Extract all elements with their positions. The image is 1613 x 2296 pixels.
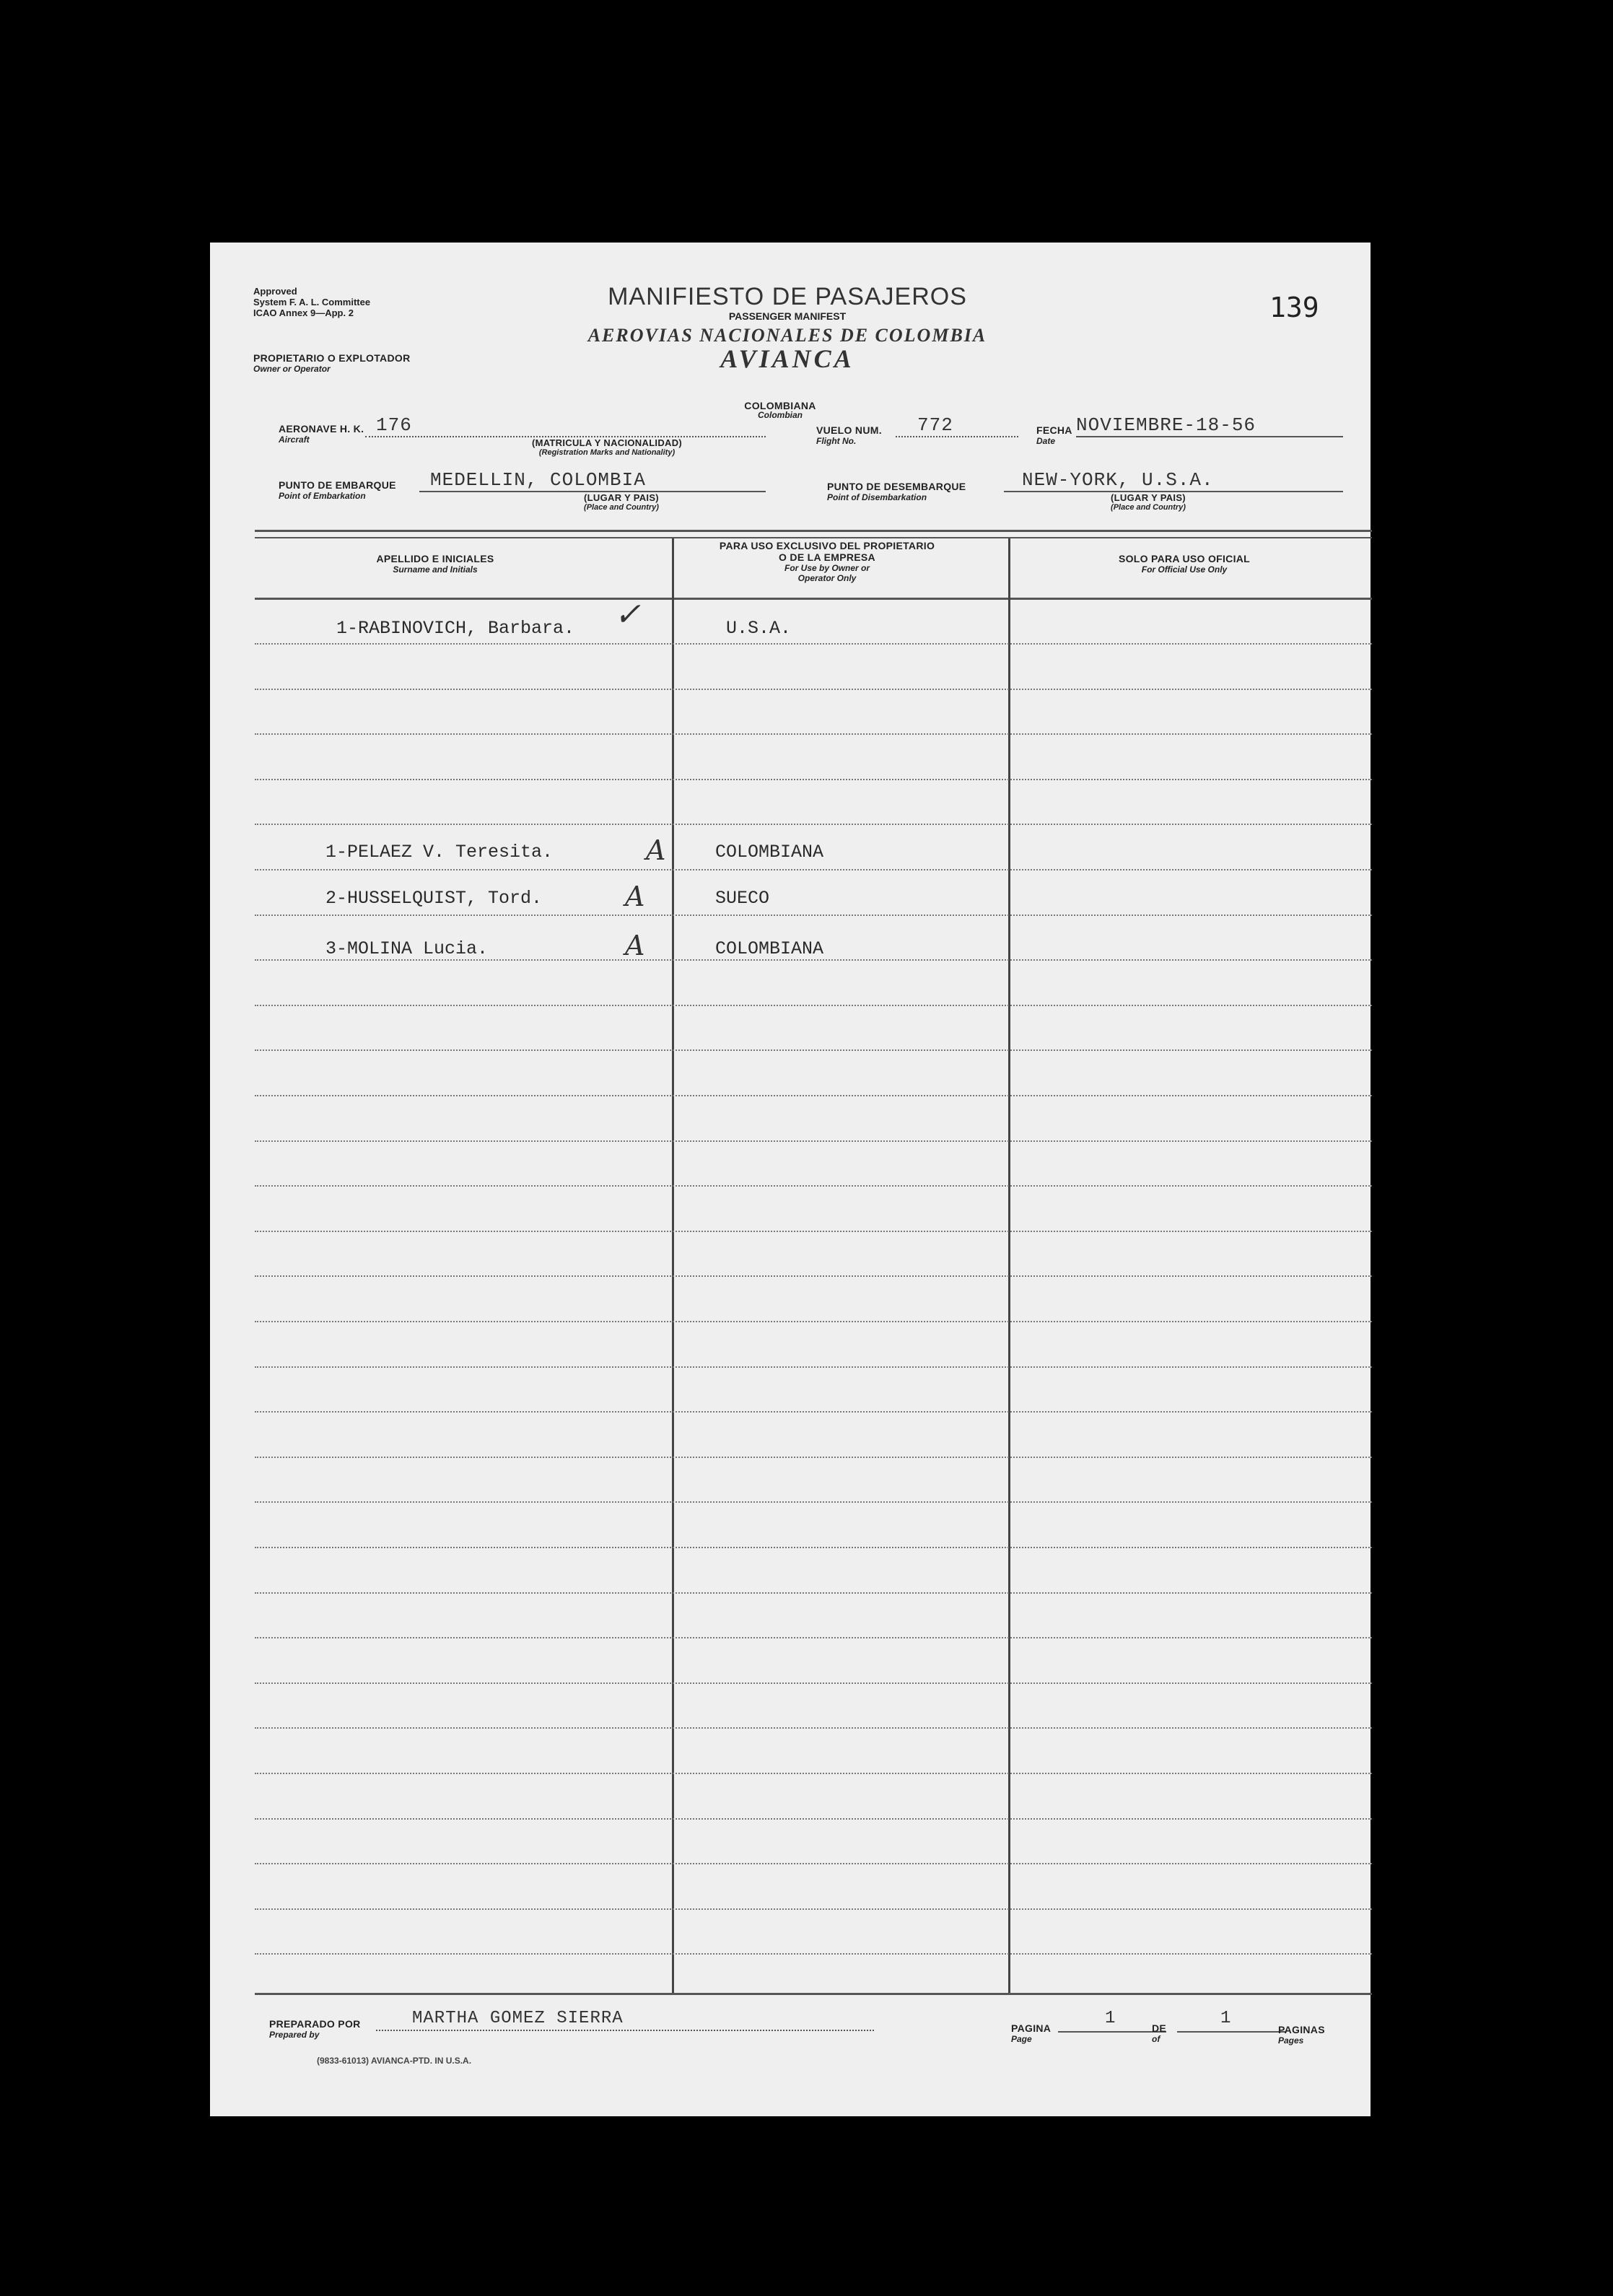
approval-line: Approved <box>253 286 297 297</box>
ruled-line <box>255 869 1372 870</box>
disembark-sub-block <box>1076 492 1220 512</box>
disembark-sub-en: (Place and Country) <box>1111 503 1186 512</box>
col-owner-label-1: PARA USO EXCLUSIVO DEL PROPIETARIO <box>719 540 935 551</box>
prepared-label: PREPARADO POR <box>269 2018 361 2030</box>
ruled-line <box>255 643 1372 645</box>
passenger-nationality: U.S.A. <box>726 618 792 639</box>
de-label: DE <box>1152 2022 1167 2034</box>
table-top-rule <box>255 530 1372 532</box>
disembark-label-en: Point of Disembarkation <box>827 492 927 502</box>
print-code: (9833-61013) AVIANCA-PTD. IN U.S.A. <box>317 2056 472 2066</box>
total-pages-value: 1 <box>1220 2009 1232 2028</box>
handwritten-mark: A <box>625 930 645 961</box>
pagina-label: PAGINA <box>1011 2022 1052 2034</box>
title-block <box>556 283 1018 371</box>
col-owner-label-2: O DE LA EMPRESA <box>779 551 875 563</box>
pagina-label-en: Page <box>1011 2034 1032 2044</box>
airline-brand: AVIANCA <box>720 344 854 373</box>
ruled-line <box>255 1140 1372 1142</box>
table-top-rule-2 <box>255 537 1372 538</box>
disembark-value: NEW-YORK, U.S.A. <box>1022 469 1214 491</box>
owner-label-en: Owner or Operator <box>253 364 331 374</box>
ruled-line <box>255 1185 1372 1187</box>
embark-label-block <box>279 479 396 501</box>
ruled-line <box>255 1908 1372 1910</box>
pagina-label-block <box>1011 2022 1051 2044</box>
flight-label-en: Flight No. <box>816 436 857 446</box>
de-label-block <box>1152 2022 1166 2044</box>
ruled-line <box>255 1321 1372 1322</box>
total-underline <box>1177 2031 1285 2033</box>
embark-label-en: Point of Embarkation <box>279 491 366 501</box>
prepared-underline <box>376 2030 874 2031</box>
date-label: FECHA <box>1036 424 1072 436</box>
ruled-line <box>255 1592 1372 1594</box>
approval-block <box>253 286 370 318</box>
col-names-en: Surname and Initials <box>393 564 478 575</box>
pagina-underline <box>1058 2031 1166 2033</box>
embark-sub-en: (Place and Country) <box>584 503 659 512</box>
nationality-top-en: Colombian <box>758 410 803 420</box>
ruled-line <box>255 1411 1372 1413</box>
ruled-line <box>255 1953 1372 1955</box>
manifest-sheet <box>210 243 1371 2116</box>
ruled-line <box>255 1773 1372 1774</box>
flight-value: 772 <box>917 414 953 436</box>
col-official-label: SOLO PARA USO OFICIAL <box>1118 553 1251 564</box>
owner-label: PROPIETARIO O EXPLOTADOR <box>253 352 411 364</box>
handwritten-mark: A <box>646 834 666 866</box>
handwritten-mark: A <box>625 881 645 912</box>
date-underline <box>1076 436 1343 437</box>
passenger-nationality: COLOMBIANA <box>715 842 824 863</box>
prepared-value: MARTHA GOMEZ SIERRA <box>412 2009 624 2028</box>
ruled-line <box>255 1095 1372 1096</box>
disembark-label: PUNTO DE DESEMBARQUE <box>827 481 966 492</box>
ruled-line <box>255 1005 1372 1006</box>
paginas-label-en: Pages <box>1278 2035 1304 2046</box>
aircraft-label-en: Aircraft <box>279 435 310 445</box>
ruled-line <box>255 1501 1372 1503</box>
manifest-title-en: PASSENGER MANIFEST <box>728 310 847 322</box>
date-value: NOVIEMBRE-18-56 <box>1076 414 1256 436</box>
approval-line: ICAO Annex 9—App. 2 <box>253 307 354 318</box>
registration-label: (MATRICULA Y NACIONALIDAD) <box>531 437 683 448</box>
ruled-line <box>255 1457 1372 1458</box>
passenger-name: 1-RABINOVICH, Barbara. <box>336 618 575 639</box>
col-header-names <box>255 553 616 575</box>
passenger-nationality: COLOMBIANA <box>715 938 824 959</box>
pagina-value: 1 <box>1105 2009 1116 2028</box>
col-official-en: For Official Use Only <box>1141 564 1228 575</box>
passenger-name: 1-PELAEZ V. Teresita. <box>325 842 554 863</box>
ruled-line <box>255 779 1372 780</box>
check-mark: ✓ <box>614 596 641 633</box>
registration-label-en: (Registration Marks and Nationality) <box>538 448 676 457</box>
header-bottom-rule <box>255 598 1372 600</box>
ruled-line <box>255 915 1372 916</box>
nationality-top-label: COLOMBIANA <box>744 400 816 411</box>
airline-name: AEROVIAS NACIONALES DE COLOMBIA <box>587 325 987 346</box>
col-names-label: APELLIDO E INICIALES <box>376 553 494 564</box>
ruled-line <box>255 689 1372 690</box>
paginas-label-block <box>1278 2024 1325 2046</box>
ruled-line <box>255 1366 1372 1368</box>
nationality-top <box>672 400 888 420</box>
embark-sub-block <box>549 492 694 512</box>
paginas-label: PAGINAS <box>1278 2024 1325 2035</box>
owner-label-block <box>253 352 410 374</box>
passenger-name: 2-HUSSELQUIST, Tord. <box>325 888 543 909</box>
ruled-line <box>255 1637 1372 1638</box>
prepared-label-block <box>269 2018 361 2040</box>
col-separator-2 <box>1008 538 1010 1993</box>
flight-label: VUELO NUM. <box>816 424 882 436</box>
ruled-line <box>255 1049 1372 1051</box>
ruled-line <box>255 959 1372 961</box>
table-bottom-rule <box>255 1993 1372 1995</box>
page-number: 139 <box>1269 292 1319 323</box>
embark-label: PUNTO DE EMBARQUE <box>279 479 396 491</box>
disembark-label-block <box>827 481 966 502</box>
ruled-line <box>255 824 1372 825</box>
passenger-nationality: SUECO <box>715 888 770 909</box>
embark-sub: (LUGAR Y PAIS) <box>584 492 659 503</box>
ruled-line <box>255 1727 1372 1729</box>
ruled-line <box>255 1682 1372 1684</box>
date-label-block <box>1036 424 1072 446</box>
col-owner-en-1: For Use by Owner or <box>784 563 870 573</box>
disembark-sub: (LUGAR Y PAIS) <box>1111 492 1186 503</box>
col-owner-en-2: Operator Only <box>797 573 857 583</box>
embark-value: MEDELLIN, COLOMBIA <box>430 469 646 491</box>
manifest-title: MANIFIESTO DE PASAJEROS <box>608 283 967 310</box>
de-label-en: of <box>1152 2034 1160 2044</box>
ruled-line <box>255 1275 1372 1277</box>
col-separator-1 <box>672 538 674 1993</box>
ruled-line <box>255 1818 1372 1820</box>
flight-underline <box>896 436 1018 437</box>
aircraft-label: AERONAVE H. K. <box>279 423 364 435</box>
date-label-en: Date <box>1036 436 1056 446</box>
prepared-label-en: Prepared by <box>269 2030 320 2040</box>
ruled-line <box>255 733 1372 735</box>
passenger-name: 3-MOLINA Lucia. <box>325 938 489 959</box>
ruled-line <box>255 1863 1372 1864</box>
ruled-line <box>255 1231 1372 1232</box>
col-header-owner <box>676 540 979 583</box>
flight-label-block <box>816 424 882 446</box>
aircraft-value: 176 <box>376 414 412 436</box>
registration-block <box>463 437 751 457</box>
aircraft-label-block <box>279 423 364 445</box>
ruled-line <box>255 1547 1372 1548</box>
col-header-official <box>1011 553 1358 575</box>
approval-line: System F. A. L. Committee <box>253 297 371 307</box>
